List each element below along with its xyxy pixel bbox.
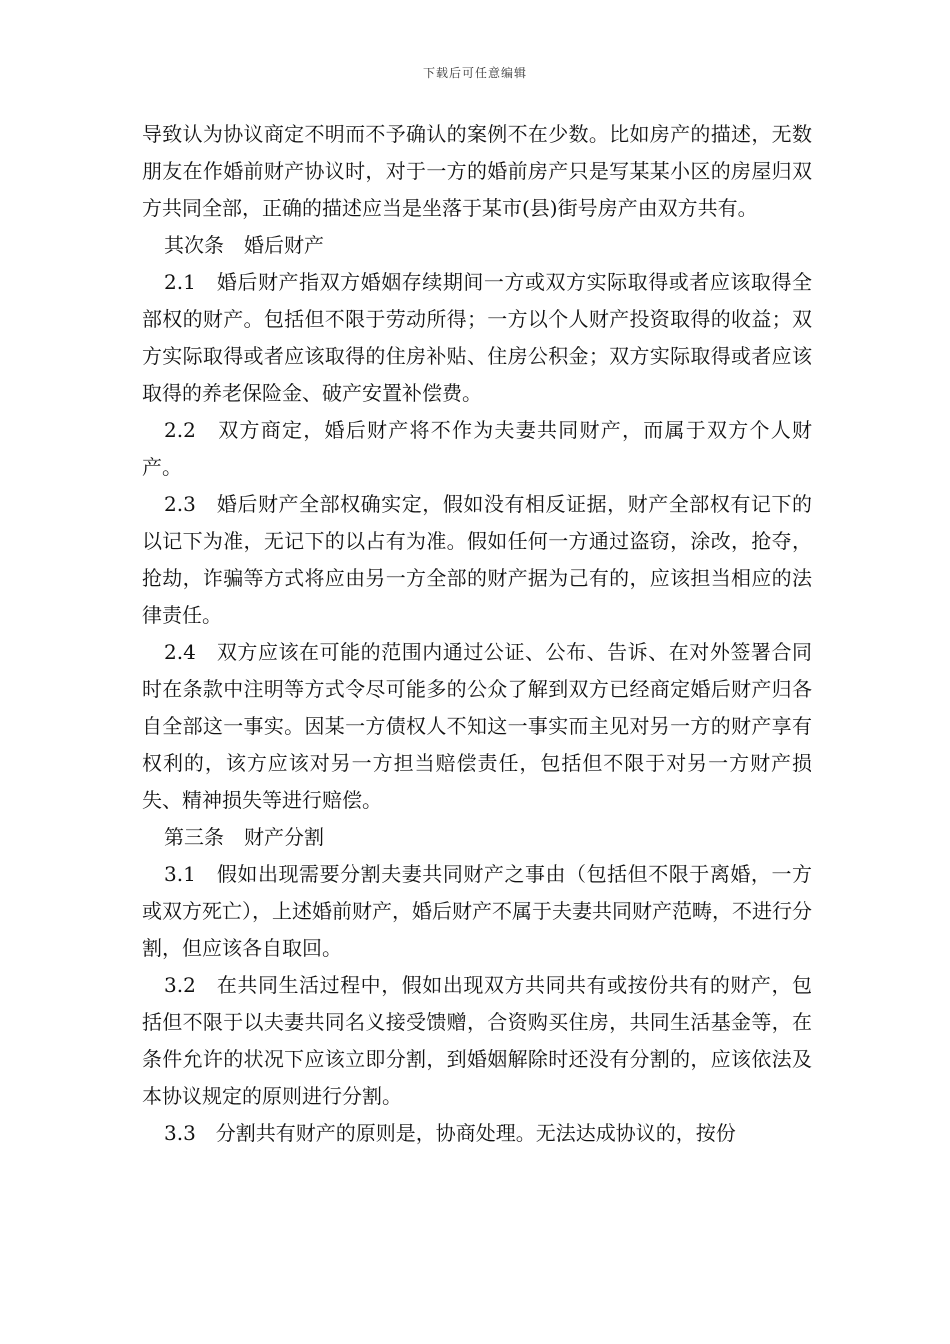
clause-2-3: 2.3 婚后财产全部权确实定，假如没有相反证据，财产全部权有记下的以记下为准，无记下的以占有为准。假如任何一方通过盗窃，涂改，抢夺，抢劫，诈骗等方式将应由另一方全部的财产据为己有的，应该担当相应的法律责任。 [142,492,812,627]
clause-3-3: 3.3 分割共有财产的原则是，协商处理。无法达成协议的，按份 [164,1121,736,1145]
page-header: 下载后可任意编辑 [422,66,527,80]
clause-3-1: 3.1 假如出现需要分割夫妻共同财产之事由（包括但不限于离婚，一方或双方死亡），上述婚前财产，婚后财产不属于夫妻共同财产范畴，不进行分割，但应该各自取回。 [142,862,812,960]
clause-3-2: 3.2 在共同生活过程中，假如出现双方共同共有或按份共有的财产，包括但不限于以夫妻共同名义接受馈赠，合资购买住房，共同生活基金等，在条件允许的状况下应该立即分割，到婚姻解除时还没有分割的，应该依法及本协议规定的原则进行分割。 [142,973,812,1108]
clause-2-2: 2.2 双方商定，婚后财产将不作为夫妻共同财产，而属于双方个人财产。 [142,418,812,479]
clause-2-1: 2.1 婚后财产指双方婚姻存续期间一方或双方实际取得或者应该取得全部权的财产。包括但不限于劳动所得；一方以个人财产投资取得的收益；双方实际取得或者应该取得的住房补贴、住房公积金；双方实际取得或者应该取得的养老保险金、破产安置补偿费。 [142,270,812,405]
document-body [142,116,812,1152]
section-heading-2: 其次条 婚后财产 [164,233,324,257]
paragraph-intro: 导致认为协议商定不明而不予确认的案例不在少数。比如房产的描述，无数朋友在作婚前财产协议时，对于一方的婚前房产只是写某某小区的房屋归双方共同全部，正确的描述应当是坐落于某市(县)街号房产由双方共有。 [142,122,812,220]
section-heading-3: 第三条 财产分割 [164,825,324,849]
clause-2-4: 2.4 双方应该在可能的范围内通过公证、公布、告诉、在对外签署合同时在条款中注明等方式令尽可能多的公众了解到双方已经商定婚后财产归各自全部这一事实。因某一方债权人不知这一事实而主见对另一方的财产享有权利的，该方应该对另一方担当赔偿责任，包括但不限于对另一方财产损失、精神损失等进行赔偿。 [142,640,812,812]
